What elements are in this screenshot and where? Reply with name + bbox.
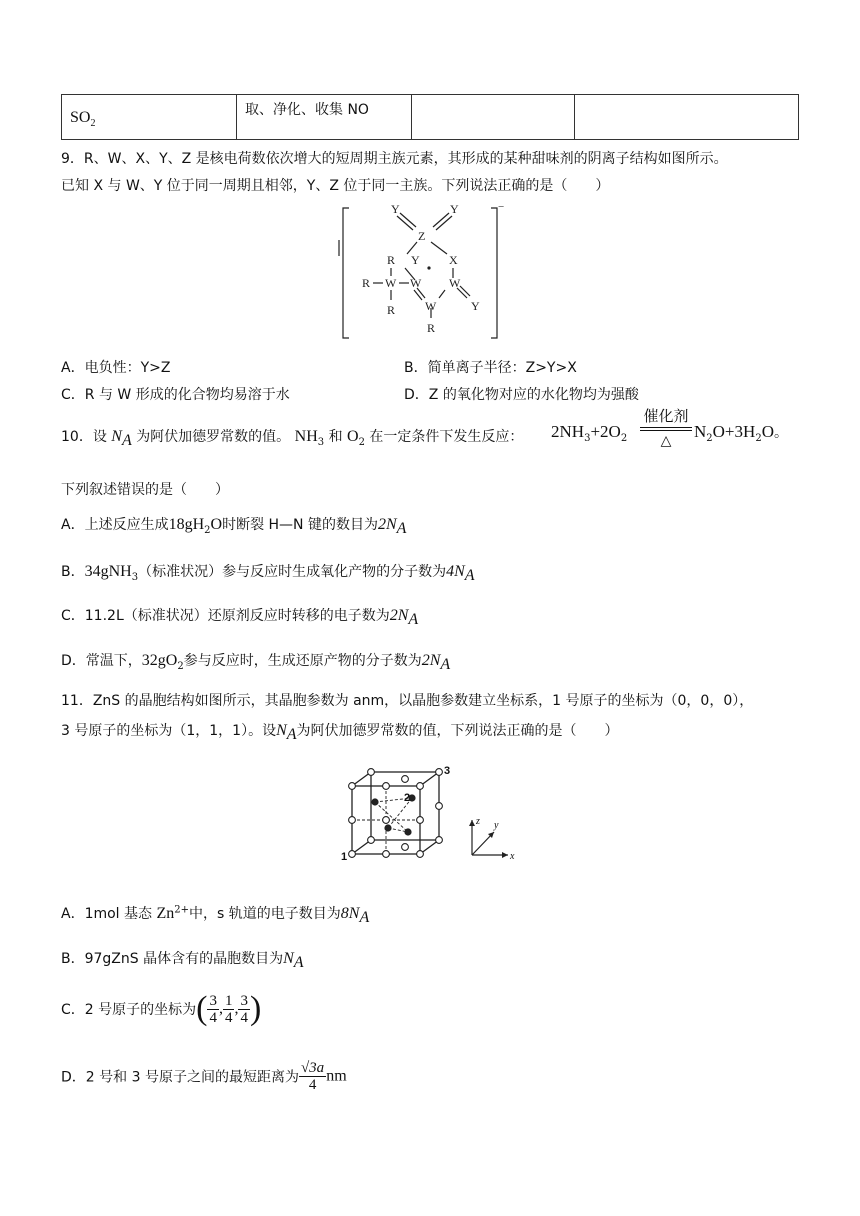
charge-label: − [498,201,505,213]
atom-label: R [362,276,371,290]
subscript: A [408,610,419,628]
eq-text: O+3H [712,422,756,441]
atom-label: X [449,253,458,267]
text: D．常温下， [61,653,142,669]
comma: , [234,1000,239,1017]
numerator: 3 [209,992,217,1009]
heat-symbol: △ [660,433,672,449]
subscript: A [440,655,451,673]
text: 和 [328,429,343,445]
reaction-products [694,422,788,444]
anion-structure-diagram [335,198,520,343]
text: 10．设 [61,429,107,445]
text: 为阿伏加德罗常数的值。 [136,429,291,445]
q10-stem-line1 [61,426,523,450]
subscript: 3 [584,432,591,444]
axis-z-label: z [476,816,480,827]
q10-stem-line2: 下列叙述错误的是（ ） [61,482,229,498]
text: B． [61,564,85,580]
subscript: 2 [90,118,96,130]
table-cell [575,95,799,140]
denominator: 4 [224,1009,233,1026]
subscript: 3 [131,571,139,583]
eq-text: +2O [590,422,621,441]
fraction [207,993,219,1026]
atom-label: W [410,276,422,290]
q10-option-d [61,650,450,674]
denominator: 4 [209,1009,217,1026]
q9-option-d: D．Z 的氧化物对应的水化物均为强酸 [404,387,639,403]
text: 时断裂 H—N 键的数目为 [222,517,378,533]
fraction [238,993,250,1026]
subscript: A [293,953,304,971]
atom-label: R [427,321,436,335]
formula: 2N [377,516,397,533]
fraction [299,1060,326,1093]
q11-option-d [61,1060,347,1093]
text: D．2 号和 3 号原子之间的最短距离为 [61,1069,299,1086]
numerator: 1 [224,992,233,1009]
formula-nh3: NH [294,428,318,445]
formula: 18gH [168,516,205,533]
atom-label: Y [411,253,420,267]
subscript: 2 [755,432,762,444]
formula: 32gO [141,652,178,669]
atom-label: W [449,276,461,290]
subscript: A [121,431,132,449]
left-paren: ( [196,990,208,1027]
atom-label: Y [471,299,480,313]
subscript: A [286,725,297,743]
q11-option-b [61,948,304,972]
unit: nm [326,1067,347,1085]
text: C．11.2L（标准状况）还原剂反应时转移的电子数为 [61,608,390,624]
comma: , [218,1000,223,1017]
subscript: 2 [358,436,365,448]
formula: 8N [340,905,360,922]
fraction [223,993,235,1026]
formula-o2: O [347,428,359,445]
reaction-equation [551,422,627,444]
q10-option-b [61,561,475,585]
denominator: 4 [240,1009,248,1026]
table-cell [62,95,237,140]
formula: N [283,950,294,967]
subscript: A [464,566,475,584]
catalyst-label: 催化剂 [643,407,689,425]
q9-option-c: C．R 与 W 形成的化合物均易溶于水 [61,387,290,403]
axis-x-label: x [510,851,515,862]
q10-option-a [61,514,406,538]
formula-so2: SO [70,109,91,126]
atom-label: W [385,276,397,290]
eq-text: 2NH [551,422,585,441]
q11-option-a [61,903,369,927]
text: C．2 号原子的坐标为 [61,1002,197,1018]
subscript: A [396,519,407,537]
axis-y-label: y [494,820,499,831]
formula: 34gNH [84,563,132,580]
numerator: 3 [240,992,248,1009]
formula: O [210,516,223,533]
table-cell: 取、净化、收集 NO [237,95,412,140]
atom-label: Y [391,202,400,216]
text: 3 号原子的坐标为（1，1，1）。设 [61,723,277,739]
atom-label: R [387,253,396,267]
text: 。 [773,425,788,441]
atom-1-label: 1 [341,851,348,863]
subscript: 2 [706,432,713,444]
ion-zn: Zn [156,905,175,922]
numerator: √3a [300,1060,325,1076]
subscript: 2 [204,524,211,536]
atom-label: W [425,299,437,313]
q10-option-c [61,605,418,629]
denominator: 4 [308,1077,317,1093]
table-row [62,95,799,140]
right-paren: ) [249,990,262,1027]
q9-stem-line1: 9．R、W、X、Y、Z 是核电荷数依次增大的短周期主族元素，其形成的某种甜味剂的阴离子结构如图所示。 [61,151,728,167]
text: A．上述反应生成 [61,517,169,533]
equals-sign [640,427,692,431]
eq-text: O [761,422,774,441]
atom-label: Z [418,229,426,243]
text: 中，s 轨道的电子数目为 [189,906,341,922]
atom-label: Y [450,202,459,216]
q9-stem-line2: 已知 X 与 W、Y 位于同一周期且相邻，Y、Z 位于同一主族。下列说法正确的是（ ） [61,178,610,194]
text: 在一定条件下发生反应： [369,429,524,445]
symbol-na: N [111,428,122,445]
eq-text: N [694,422,707,441]
text: 参与反应时，生成还原产物的分子数为 [183,653,422,669]
symbol-na: N [276,722,287,739]
subscript: 2 [177,660,184,672]
atom-2-label: 2 [404,792,411,804]
q9-option-a: A．电负性：Y>Z [61,360,171,376]
formula: 4N [446,563,465,580]
formula: 2N [421,652,441,669]
text: B．97gZnS 晶体含有的晶胞数目为 [61,951,284,967]
q9-option-b: B．简单离子半径：Z>Y>X [404,360,577,376]
table-cell [412,95,575,140]
text: （标准状况）参与反应时生成氧化产物的分子数为 [138,564,447,580]
superscript: 2+ [174,904,190,916]
reaction-arrow [640,406,692,450]
formula: 2N [389,607,409,624]
atom-3-label: 3 [444,765,451,777]
q11-stem-line2 [61,720,619,744]
subscript: 2 [620,432,628,444]
q11-option-c [61,990,261,1028]
subscript: A [359,908,370,926]
text: A．1mol 基态 [61,906,153,922]
text: 为阿伏加德罗常数的值，下列说法正确的是（ ） [296,723,619,739]
zns-unit-cell-figure [338,762,523,872]
apparatus-table [61,94,799,140]
subscript: 3 [317,436,325,448]
q11-stem-line1: 11．ZnS 的晶胞结构如图所示，其晶胞参数为 anm，以晶胞参数建立坐标系，1 号原子的坐标为（0，0，0）， [61,693,754,709]
atom-label: R [387,303,396,317]
